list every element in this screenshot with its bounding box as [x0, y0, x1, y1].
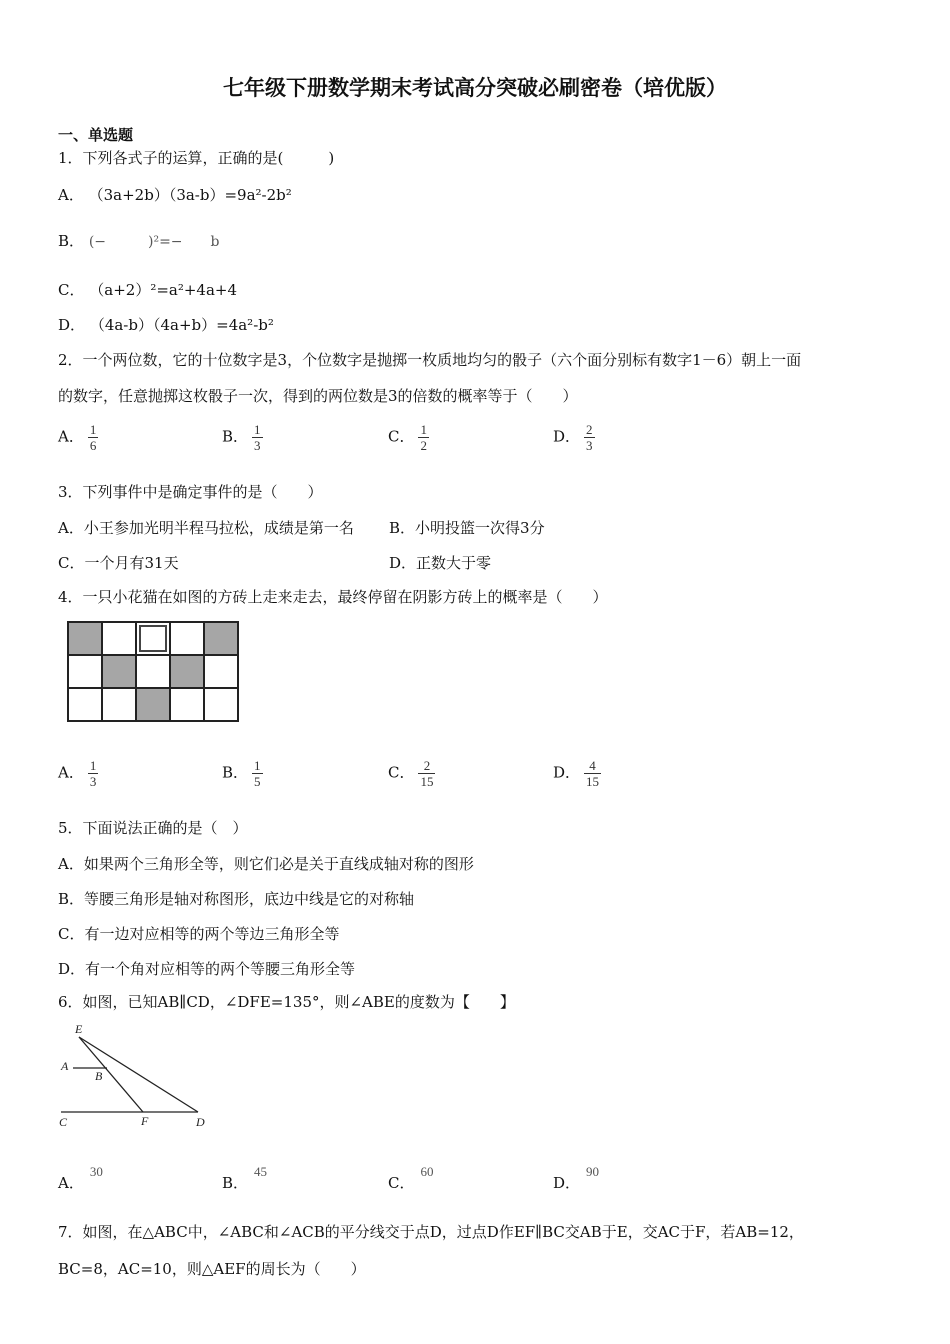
q1-option-a-text: （3a+2b）（3a-b）=9a²-2b² [88, 186, 292, 204]
q6-option-b[interactable] [222, 1164, 268, 1193]
q2-option-c-label: C． [388, 427, 415, 446]
q1-option-c[interactable] [58, 279, 237, 300]
parallel-lines-figure [55, 1020, 220, 1135]
q1-stem: 1．下列各式子的运算，正确的是( ) [58, 149, 335, 167]
q5-stem: 5．下面说法正确的是（ ） [58, 819, 248, 837]
q4-option-b[interactable] [222, 758, 263, 789]
q4-option-d[interactable] [553, 758, 601, 789]
q5-option-d[interactable]: D．有一个角对应相等的两个等腰三角形全等 [58, 960, 356, 978]
q3-option-d[interactable]: D．正数大于零 [389, 554, 492, 572]
q2-option-d-label: D． [553, 427, 581, 446]
q4-option-c-label: C． [388, 763, 415, 782]
q2-stem-line2: 的数字，任意抛掷这枚骰子一次，得到的两位数是3的倍数的概率等于（ ） [58, 387, 578, 405]
q6-option-d-value: 90 [586, 1164, 600, 1179]
q6-option-a-value: 30 [89, 1164, 103, 1179]
q7-stem-line1: 7．如图，在△ABC中，∠ABC和∠ACB的平分线交于点D，过点D作EF∥BC交AB于E，交AC于F，若AB=12， [58, 1223, 804, 1241]
q2-option-b-label: B． [222, 427, 249, 446]
section-heading: 一、单选题 [58, 126, 134, 144]
label-E: E [75, 1022, 83, 1036]
q6-option-c-label: C． [388, 1174, 415, 1192]
q4-option-c-fraction: $\frac{2}{15}$ [420, 758, 434, 789]
label-C: C [59, 1115, 68, 1129]
q1-option-a-label: A． [58, 186, 84, 204]
q2-option-a-fraction: $\frac{1}{6}$ [89, 422, 97, 453]
q2-option-b[interactable] [222, 422, 263, 453]
q5-option-a[interactable]: A．如果两个三角形全等，则它们必是关于直线成轴对称的图形 [58, 855, 474, 873]
tile-grid-figure [67, 621, 239, 722]
q4-option-a-fraction: $\frac{1}{3}$ [89, 758, 97, 789]
q4-option-d-label: D． [553, 763, 581, 782]
q6-option-a-label: A． [58, 1174, 84, 1192]
q3-stem: 3．下列事件中是确定事件的是（ ） [58, 483, 323, 501]
q4-option-d-fraction: $\frac{4}{15}$ [586, 758, 600, 789]
q6-option-d[interactable] [553, 1164, 600, 1193]
q2-option-c[interactable] [388, 422, 429, 453]
label-F: F [141, 1114, 149, 1128]
q1-option-d-label: D． [58, 316, 86, 334]
q3-option-a[interactable]: A．小王参加光明半程马拉松，成绩是第一名 [58, 519, 354, 537]
q6-option-c[interactable] [388, 1164, 434, 1193]
q1-option-a[interactable] [58, 184, 292, 205]
q2-option-b-fraction: $\frac{1}{3}$ [254, 422, 261, 453]
q6-option-d-label: D． [553, 1174, 581, 1192]
q4-option-a[interactable] [58, 758, 98, 789]
q2-stem-line1: 2．一个两位数，它的十位数字是3，个位数字是抛掷一枚质地均匀的骰子（六个面分别标有数字1－6）朝上一面 [58, 351, 802, 369]
page-title: 七年级下册数学期末考试高分突破必刷密卷（培优版） [223, 76, 727, 100]
label-B: B [95, 1069, 103, 1083]
label-A: A [61, 1059, 69, 1073]
q1-option-d-text: （4a-b）（4a+b）=4a²-b² [89, 316, 274, 334]
q2-option-a-label: A． [58, 427, 84, 446]
q4-stem: 4．一只小花猫在如图的方砖上走来走去，最终停留在阴影方砖上的概率是（ ） [58, 588, 608, 606]
q1-option-c-text: （a+2）²=a²+4a+4 [89, 281, 238, 299]
q3-option-c[interactable]: C．一个月有31天 [58, 554, 179, 572]
q4-option-c[interactable] [388, 758, 435, 789]
q7-stem-line2: BC=8，AC=10，则△AEF的周长为（ ） [58, 1260, 366, 1278]
q2-option-a[interactable] [58, 422, 98, 453]
q2-option-d[interactable] [553, 422, 595, 453]
q1-option-d[interactable] [58, 314, 274, 335]
q5-option-b[interactable]: B．等腰三角形是轴对称图形，底边中线是它的对称轴 [58, 890, 415, 908]
q1-option-b-label: B． [58, 232, 85, 250]
q6-option-c-value: 60 [420, 1164, 434, 1179]
q1-option-b-text: (− )²=− b [88, 234, 220, 250]
q6-option-b-value: 45 [254, 1164, 268, 1179]
q2-option-d-fraction: $\frac{2}{3}$ [586, 422, 593, 453]
q6-option-b-label: B． [222, 1174, 249, 1192]
q4-option-b-label: B． [222, 763, 249, 782]
q4-option-a-label: A． [58, 763, 84, 782]
q2-option-c-fraction: $\frac{1}{2}$ [420, 422, 427, 453]
q6-option-a[interactable] [58, 1164, 103, 1193]
line-EF [79, 1037, 143, 1112]
q6-stem: 6．如图，已知AB∥CD，∠DFE=135°，则∠ABE的度数为【 】 [58, 993, 515, 1011]
q4-option-b-fraction: $\frac{1}{5}$ [254, 758, 261, 789]
q1-option-b[interactable] [58, 230, 220, 251]
q1-option-c-label: C． [58, 281, 85, 299]
label-D: D [196, 1115, 205, 1129]
q3-option-b[interactable]: B．小明投篮一次得3分 [389, 519, 545, 537]
q5-option-c[interactable]: C．有一边对应相等的两个等边三角形全等 [58, 925, 340, 943]
